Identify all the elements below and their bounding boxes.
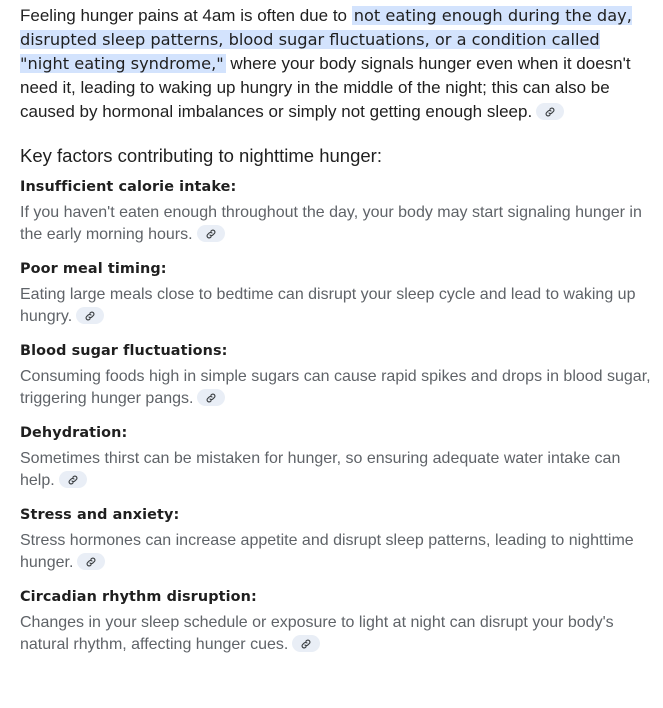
factor-item <box>20 422 653 492</box>
factor-description <box>20 448 653 492</box>
factor-description <box>20 530 653 574</box>
factor-title: Insufficient calorie intake: <box>20 179 237 195</box>
factor-description-text: Changes in your sleep schedule or exposure to light at night can disrupt your body's natural rhythm, affecting hunger cues. <box>20 614 614 653</box>
factor-description-text: Eating large meals close to bedtime can disrupt your sleep cycle and lead to waking up hungry. <box>20 286 636 325</box>
source-link-button[interactable] <box>536 103 564 120</box>
link-icon <box>67 474 79 486</box>
factor-item <box>20 504 653 574</box>
source-link-button[interactable] <box>77 553 105 570</box>
link-icon <box>300 638 312 650</box>
source-link-button[interactable] <box>59 471 87 488</box>
intro-text-after: where your body signals hunger even when it doesn't need it, leading to waking up hungry in the middle of the night; this can also be caused by hormonal imbalances or simply not getting enough sleep. <box>20 54 631 121</box>
section-heading: Key factors contributing to nighttime hunger: <box>20 145 382 166</box>
factor-description-text: Sometimes thirst can be mistaken for hunger, so ensuring adequate water intake can help. <box>20 450 621 489</box>
source-link-button[interactable] <box>292 635 320 652</box>
factor-description-text: Stress hormones can increase appetite and disrupt sleep patterns, leading to nighttime hunger. <box>20 532 634 571</box>
factor-item <box>20 340 653 410</box>
factor-title: Blood sugar fluctuations: <box>20 343 228 359</box>
intro-paragraph <box>20 4 653 124</box>
intro-text-before: Feeling hunger pains at 4am is often due to <box>20 6 352 25</box>
factor-title: Poor meal timing: <box>20 261 167 277</box>
factor-item <box>20 586 653 656</box>
factor-title: Dehydration: <box>20 425 128 441</box>
link-icon <box>84 310 96 322</box>
factor-item <box>20 176 653 246</box>
link-icon <box>205 228 217 240</box>
link-icon <box>205 392 217 404</box>
link-icon <box>85 556 97 568</box>
factor-list <box>20 176 653 656</box>
factor-description <box>20 366 653 410</box>
link-icon <box>544 106 556 118</box>
source-link-button[interactable] <box>197 225 225 242</box>
source-link-button[interactable] <box>197 389 225 406</box>
factor-description-text: If you haven't eaten enough throughout the day, your body may start signaling hunger in the early morning hours. <box>20 204 642 243</box>
factor-title: Circadian rhythm disruption: <box>20 589 257 605</box>
factor-item <box>20 258 653 328</box>
intro-highlighted-text: not eating enough during the day, disrupted sleep patterns, blood sugar fluctuations, or a condition called "night eating syndrome," <box>20 6 632 73</box>
factor-description <box>20 202 653 246</box>
factor-title: Stress and anxiety: <box>20 507 180 523</box>
factor-description-text: Consuming foods high in simple sugars can cause rapid spikes and drops in blood sugar, triggering hunger pangs. <box>20 368 651 407</box>
factor-description <box>20 284 653 328</box>
source-link-button[interactable] <box>76 307 104 324</box>
factor-description <box>20 612 653 656</box>
